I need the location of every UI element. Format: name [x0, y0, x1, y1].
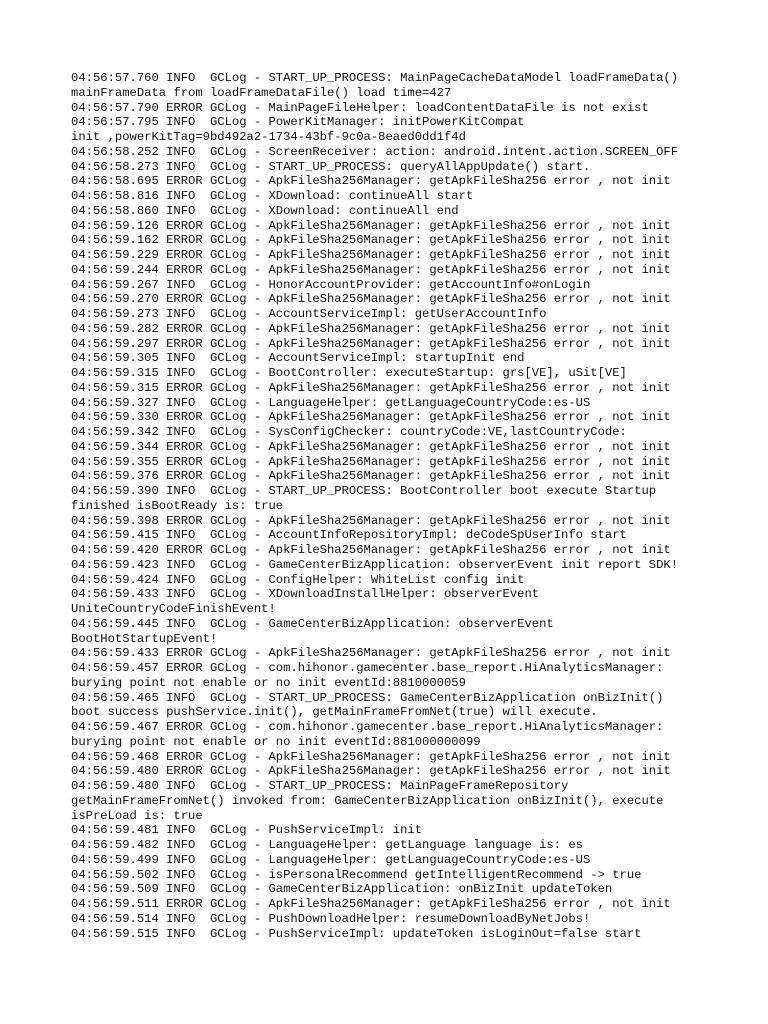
- log-line: 04:56:59.433 INFO GCLog - XDownloadInstallHelper: observerEvent: [71, 587, 540, 602]
- log-line: 04:56:59.423 INFO GCLog - GameCenterBizApplication: observerEvent init report SDK!: [71, 557, 679, 572]
- log-line: 04:56:59.390 INFO GCLog - START_UP_PROCESS: BootController boot execute Startup: [71, 484, 657, 498]
- log-line: 04:56:59.502 INFO GCLog - isPersonalRecommend getIntelligentRecommend -> true: [71, 867, 642, 882]
- log-line: finished isBootReady is: true: [71, 498, 284, 513]
- log-line: 04:56:59.445 INFO GCLog - GameCenterBizApplication: observerEvent: [71, 616, 554, 631]
- log-line: burying point not enable or no init eventId:881000000099: [71, 734, 481, 749]
- log-line: 04:56:59.273 INFO GCLog - AccountServiceImpl: getUserAccountInfo: [71, 307, 547, 321]
- log-line: 04:56:59.398 ERROR GCLog - ApkFileSha256Manager: getApkFileSha256 error , not init: [71, 513, 671, 528]
- log-line: 04:56:59.244 ERROR GCLog - ApkFileSha256Manager: getApkFileSha256 error , not init: [71, 262, 671, 277]
- log-line: 04:56:59.467 ERROR GCLog - com.hihonor.gamecenter.base_report.HiAnalyticsManager:: [71, 720, 664, 734]
- log-line: 04:56:59.344 ERROR GCLog - ApkFileSha256Manager: getApkFileSha256 error , not init: [71, 439, 671, 454]
- log-line: UniteCountryCodeFinishEvent!: [71, 602, 276, 616]
- log-line: init ,powerKitTag=9bd492a2-1734-43bf-9c0a-8eaed0dd1f4d: [71, 130, 466, 144]
- log-line: 04:56:58.816 INFO GCLog - XDownload: continueAll start: [71, 189, 474, 203]
- log-line: 04:56:59.514 INFO GCLog - PushDownloadHelper: resumeDownloadByNetJobs!: [71, 911, 591, 926]
- log-line: 04:56:59.457 ERROR GCLog - com.hihonor.gamecenter.base_report.HiAnalyticsManager:: [71, 661, 664, 675]
- log-line: 04:56:59.282 ERROR GCLog - ApkFileSha256Manager: getApkFileSha256 error , not init: [71, 321, 671, 336]
- log-line: BootHotStartupEvent!: [71, 631, 218, 646]
- log-line: burying point not enable or no init eventId:8810000059: [71, 675, 466, 690]
- log-document: [71, 71, 761, 941]
- log-line: 04:56:59.315 INFO GCLog - BootController: executeStartup: grs[VE], uSit[VE]: [71, 366, 627, 380]
- log-line: 04:56:59.297 ERROR GCLog - ApkFileSha256Manager: getApkFileSha256 error , not init: [71, 336, 671, 351]
- log-line: 04:56:59.162 ERROR GCLog - ApkFileSha256Manager: getApkFileSha256 error , not init: [71, 233, 671, 248]
- log-line: 04:56:59.355 ERROR GCLog - ApkFileSha256Manager: getApkFileSha256 error , not init: [71, 454, 671, 469]
- log-line: 04:56:59.481 INFO GCLog - PushServiceImpl: init: [71, 823, 423, 838]
- log-line: 04:56:59.229 ERROR GCLog - ApkFileSha256Manager: getApkFileSha256 error , not init: [71, 248, 671, 262]
- log-line: boot success pushService.init(), getMainFrameFromNet(true) will execute.: [71, 705, 598, 720]
- log-line: 04:56:59.482 INFO GCLog - LanguageHelper: getLanguage language is: es: [71, 838, 583, 852]
- log-line: 04:56:59.499 INFO GCLog - LanguageHelper: getLanguageCountryCode:es-US: [71, 852, 591, 867]
- log-line: 04:56:59.330 ERROR GCLog - ApkFileSha256Manager: getApkFileSha256 error , not init: [71, 410, 671, 425]
- log-line: 04:56:59.433 ERROR GCLog - ApkFileSha256Manager: getApkFileSha256 error , not init: [71, 646, 671, 661]
- log-line: mainFrameData from loadFrameDataFile() load time=427: [71, 85, 452, 100]
- log-line: 04:56:59.480 ERROR GCLog - ApkFileSha256Manager: getApkFileSha256 error , not init: [71, 764, 671, 779]
- log-line: 04:56:59.465 INFO GCLog - START_UP_PROCESS: GameCenterBizApplication onBizInit(): [71, 690, 664, 705]
- log-line: 04:56:57.790 ERROR GCLog - MainPageFileHelper: loadContentDataFile is not exist: [71, 100, 649, 115]
- log-line: 04:56:59.126 ERROR GCLog - ApkFileSha256Manager: getApkFileSha256 error , not init: [71, 218, 671, 233]
- log-line: 04:56:58.273 INFO GCLog - START_UP_PROCESS: queryAllAppUpdate() start.: [71, 159, 591, 174]
- log-line: 04:56:59.327 INFO GCLog - LanguageHelper: getLanguageCountryCode:es-US: [71, 395, 591, 410]
- log-line: 04:56:58.695 ERROR GCLog - ApkFileSha256Manager: getApkFileSha256 error , not init: [71, 174, 671, 189]
- log-line: 04:56:59.468 ERROR GCLog - ApkFileSha256Manager: getApkFileSha256 error , not init: [71, 749, 671, 764]
- log-line: 04:56:59.270 ERROR GCLog - ApkFileSha256Manager: getApkFileSha256 error , not init: [71, 292, 671, 307]
- log-line: 04:56:59.509 INFO GCLog - GameCenterBizApplication: onBizInit updateToken: [71, 882, 613, 897]
- log-line: 04:56:57.795 INFO GCLog - PowerKitManager: initPowerKitCompat: [71, 115, 525, 130]
- log-line: 04:56:59.342 INFO GCLog - SysConfigChecker: countryCode:VE,lastCountryCode:: [71, 425, 627, 439]
- log-line: 04:56:59.315 ERROR GCLog - ApkFileSha256Manager: getApkFileSha256 error , not init: [71, 380, 671, 395]
- log-line: 04:56:59.415 INFO GCLog - AccountInfoRepositoryImpl: deCodeSpUserInfo start: [71, 528, 627, 543]
- log-line: 04:56:59.420 ERROR GCLog - ApkFileSha256Manager: getApkFileSha256 error , not init: [71, 543, 671, 557]
- log-line: 04:56:59.515 INFO GCLog - PushServiceImpl: updateToken isLoginOut=false start: [71, 926, 642, 941]
- log-line: 04:56:59.376 ERROR GCLog - ApkFileSha256Manager: getApkFileSha256 error , not init: [71, 469, 671, 484]
- log-line: 04:56:59.480 INFO GCLog - START_UP_PROCESS: MainPageFrameRepository: [71, 779, 569, 793]
- log-line: getMainFrameFromNet() invoked from: GameCenterBizApplication onBizInit(), execute: [71, 793, 664, 808]
- log-line: isPreLoad is: true: [71, 808, 203, 823]
- log-line: 04:56:59.305 INFO GCLog - AccountServiceImpl: startupInit end: [71, 351, 525, 366]
- log-line: 04:56:59.511 ERROR GCLog - ApkFileSha256Manager: getApkFileSha256 error , not init: [71, 897, 671, 911]
- log-line: 04:56:57.760 INFO GCLog - START_UP_PROCESS: MainPageCacheDataModel loadFrameData(): [71, 71, 679, 85]
- log-line: 04:56:59.267 INFO GCLog - HonorAccountProvider: getAccountInfo#onLogin: [71, 277, 591, 292]
- log-line: 04:56:58.860 INFO GCLog - XDownload: continueAll end: [71, 203, 459, 218]
- log-line: 04:56:59.424 INFO GCLog - ConfigHelper: WhiteList config init: [71, 572, 525, 587]
- log-line: 04:56:58.252 INFO GCLog - ScreenReceiver: action: android.intent.action.SCREEN_OFF: [71, 144, 679, 159]
